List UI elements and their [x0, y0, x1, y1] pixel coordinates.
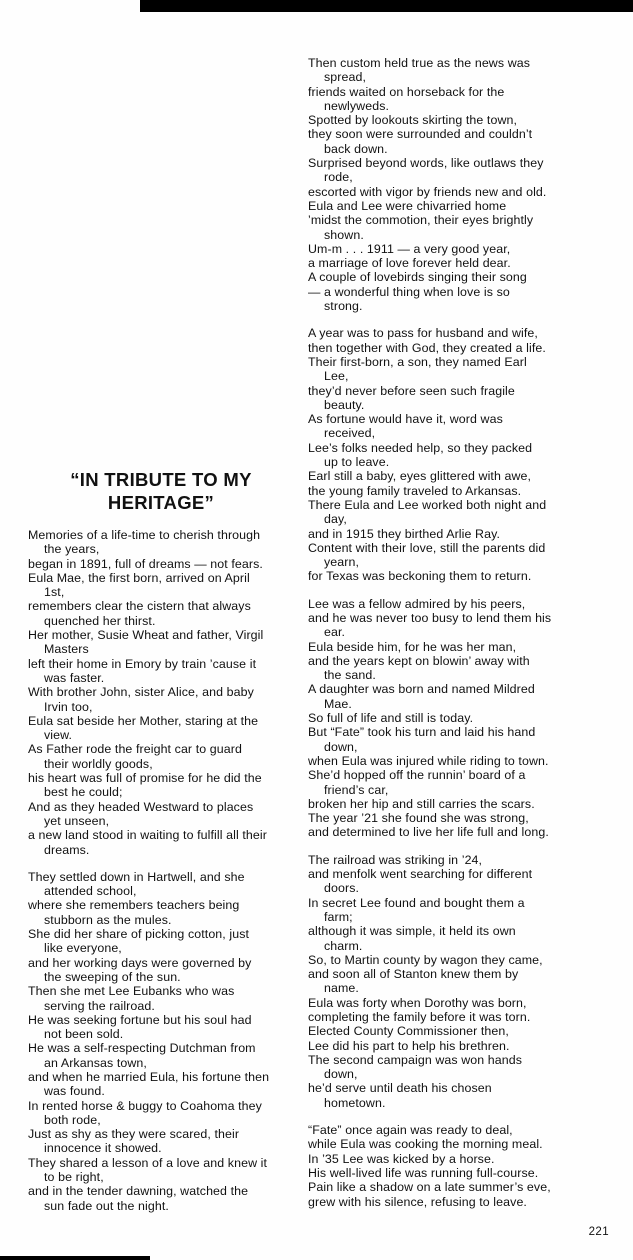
poem-line: The railroad was striking in ’24,: [308, 852, 483, 867]
poem-line: His well-lived life was running full-course.: [308, 1165, 539, 1180]
poem-line: strong.: [324, 299, 363, 314]
poem-line: Lee’s folks needed help, so they packed: [308, 440, 533, 455]
poem-line: was found.: [44, 1084, 105, 1099]
poem-line: With brother John, sister Alice, and baby: [28, 685, 254, 700]
poem-line: Lee did his part to help his brethren.: [308, 1038, 510, 1053]
poem-line: As fortune would have it, word was: [308, 412, 503, 427]
poem-line: Lee was a fellow admired by his peers,: [308, 596, 526, 611]
poem-line: “Fate” once again was ready to deal,: [308, 1123, 513, 1138]
poem-line: A year was to pass for husband and wife,: [308, 326, 538, 341]
poem-line: and menfolk went searching for different: [308, 867, 533, 882]
left-column-body: [28, 0, 294, 1213]
poem-line: down,: [324, 1067, 358, 1082]
poem-line: and her working days were governed by: [28, 955, 252, 970]
poem-line: Eula beside him, for he was her man,: [308, 639, 517, 654]
stanza: [28, 528, 294, 857]
poem-line: friend’s car,: [324, 782, 389, 797]
poem-line: In rented horse & buggy to Coahoma they: [28, 1098, 262, 1113]
poem-line: Eula Mae, the first born, arrived on April: [28, 570, 250, 585]
poem-line: But “Fate” took his turn and laid his hand: [308, 725, 536, 740]
poem-line: innocence it showed.: [44, 1141, 162, 1156]
poem-line: Content with their love, still the parents did: [308, 540, 546, 555]
poem-line: Eula sat beside her Mother, staring at the: [28, 713, 259, 728]
poem-line: and he was never too busy to lend them his: [308, 610, 552, 625]
poem-line: serving the railroad.: [44, 998, 155, 1013]
poem-line: both rode,: [44, 1112, 101, 1127]
poem-line: Um-m . . . 1911 — a very good year,: [308, 241, 511, 256]
poem-line: Pain like a shadow on a late summer’s eve,: [308, 1180, 551, 1195]
poem-line: Then she met Lee Eubanks who was: [28, 984, 235, 999]
poem-line: down,: [324, 739, 358, 754]
poem-line: began in 1891, full of dreams — not fears.: [28, 556, 263, 571]
poem-line: name.: [324, 981, 359, 996]
poem-line: the sand.: [324, 668, 376, 683]
poem-line: they’d never before seen such fragile: [308, 383, 515, 398]
poem-line: As Father rode the freight car to guard: [28, 742, 242, 757]
poem-line: a new land stood in waiting to fulfill all their: [28, 828, 267, 843]
poem-line: Memories of a life-time to cherish through: [28, 528, 261, 542]
poem-line: Earl still a baby, eyes glittered with awe,: [308, 469, 532, 484]
poem-line: an Arkansas town,: [44, 1055, 147, 1070]
poem-line: farm;: [324, 909, 353, 924]
stanza: [308, 56, 598, 313]
poem-line: 1st,: [44, 585, 65, 600]
poem-line: they soon were surrounded and couldn’t: [308, 127, 533, 142]
stanza: [308, 853, 598, 1110]
poem-line: when Eula was injured while riding to town.: [308, 753, 549, 768]
poem-line: In secret Lee found and bought them a: [308, 895, 525, 910]
poem-line: was faster.: [44, 670, 105, 685]
poem-line: Just as shy as they were scared, their: [28, 1127, 240, 1142]
poem-line: their worldly goods,: [44, 756, 153, 771]
poem-line: The year ’21 she found she was strong,: [308, 811, 529, 826]
right-column: [308, 0, 598, 1209]
poem-line: yet unseen,: [44, 813, 110, 828]
poem-line: the sweeping of the sun.: [44, 969, 181, 984]
poem-line: and in 1915 they birthed Arlie Ray.: [308, 526, 501, 541]
poem-line: stubborn as the mules.: [44, 912, 172, 927]
poem-line: Irvin too,: [44, 699, 93, 714]
poem-line: he’d serve until death his chosen: [308, 1081, 492, 1096]
poem-line: not been sold.: [44, 1027, 124, 1042]
poem-line: and soon all of Stanton knew them by: [308, 967, 519, 982]
poem-line: doors.: [324, 881, 360, 896]
poem-line: rode,: [324, 170, 353, 185]
poem-line: and determined to live her life full and long.: [308, 825, 549, 840]
poem-line: So, to Martin county by wagon they came,: [308, 952, 543, 967]
poem-line: Lee,: [324, 369, 349, 384]
poem-line: and the years kept on blowin’ away with: [308, 653, 530, 668]
page-number: 221: [588, 1226, 609, 1238]
poem-line: completing the family before it was torn.: [308, 1010, 531, 1024]
poem-line: best he could;: [44, 785, 123, 800]
poem-line: A couple of lovebirds singing their song: [308, 270, 527, 285]
poem-line: hometown.: [324, 1095, 386, 1110]
poem-line: charm.: [324, 938, 363, 953]
poem-line: The second campaign was won hands: [308, 1052, 523, 1067]
poem-line: She’d hopped off the runnin’ board of a: [308, 768, 526, 783]
stanza: [308, 1123, 598, 1209]
poem-line: up to leave.: [324, 455, 390, 470]
poem-line: spread,: [324, 70, 367, 85]
poem-line: They shared a lesson of a love and knew it: [28, 1155, 268, 1170]
poem-line: She did her share of picking cotton, just: [28, 927, 250, 942]
poem-line: They settled down in Hartwell, and she: [28, 869, 245, 884]
poem-line: escorted with vigor by friends new and old.: [308, 184, 547, 199]
poem-line: shown.: [324, 227, 364, 242]
poem-line: left their home in Emory by train ’cause it: [28, 656, 257, 671]
poem-line: received,: [324, 426, 376, 441]
stanza: [308, 326, 598, 583]
poem-line: view.: [44, 728, 73, 743]
poem-line: ’midst the commotion, their eyes brightly: [308, 213, 534, 228]
poem-line: In ’35 Lee was kicked by a horse.: [308, 1151, 495, 1166]
poem-line: to be right,: [44, 1170, 104, 1185]
poem-line: A daughter was born and named Mildred: [308, 682, 535, 697]
poem-line: newlyweds.: [324, 98, 390, 113]
poem-line: the young family traveled to Arkansas.: [308, 483, 522, 498]
poem-line: grew with his silence, refusing to leave.: [308, 1194, 527, 1209]
poem-line: ear.: [324, 625, 346, 640]
right-column-body: [308, 0, 598, 1209]
poem-line: yearn,: [324, 555, 360, 570]
poem-line: remembers clear the cistern that always: [28, 599, 251, 614]
poem-line: There Eula and Lee worked both night and: [308, 497, 547, 512]
poem-line: for Texas was beckoning them to return.: [308, 569, 532, 584]
poem-line: friends waited on horseback for the: [308, 84, 505, 99]
poem-line: although it was simple, it held its own: [308, 924, 516, 939]
poem-line: where she remembers teachers being: [28, 898, 240, 913]
poem-line: Eula and Lee were chivarried home: [308, 198, 507, 213]
poem-line: beauty.: [324, 397, 365, 412]
poem-line: And as they headed Westward to places: [28, 799, 254, 814]
page-title: “IN TRIBUTE TO MY HERITAGE”: [70, 469, 252, 513]
poem-line: Mae.: [324, 696, 352, 711]
poem-line: attended school,: [44, 884, 137, 899]
poem-line: Surprised beyond words, like outlaws they: [308, 156, 544, 171]
poem-line: dreams.: [44, 842, 90, 857]
poem-line: So full of life and still is today.: [308, 711, 474, 726]
poem-line: quenched her thirst.: [44, 613, 156, 628]
poem-line: He was seeking fortune but his soul had: [28, 1012, 252, 1027]
poem-line: Their first-born, a son, they named Earl: [308, 354, 527, 369]
poem-line: Her mother, Susie Wheat and father, Virgil: [28, 628, 264, 643]
poem-line: a marriage of love forever held dear.: [308, 256, 511, 271]
poem-line: then together with God, they created a life.: [308, 340, 546, 355]
poem-line: while Eula was cooking the morning meal.: [308, 1137, 543, 1152]
poem-line: He was a self-respecting Dutchman from: [28, 1041, 256, 1056]
poem-line: Elected County Commissioner then,: [308, 1024, 509, 1039]
poem-line: like everyone,: [44, 941, 122, 956]
scan-artifact-bottom-rule: [0, 1256, 150, 1260]
poem-line: Spotted by lookouts skirting the town,: [308, 113, 518, 128]
poem-line: Then custom held true as the news was: [308, 56, 531, 70]
poem-line: back down.: [324, 141, 388, 156]
stanza: [28, 870, 294, 1213]
stanza: [308, 597, 598, 840]
poem-line: Eula was forty when Dorothy was born,: [308, 995, 527, 1010]
poem-line: and when he married Eula, his fortune then: [28, 1069, 270, 1084]
poem-line: the years,: [44, 542, 100, 557]
poem-line: day,: [324, 512, 347, 527]
poem-line: Masters: [44, 642, 89, 657]
poem-line: his heart was full of promise for he did the: [28, 771, 262, 786]
poem-line: and in the tender dawning, watched the: [28, 1184, 249, 1199]
poem-line: — a wonderful thing when love is so: [308, 284, 510, 299]
left-column: [28, 0, 294, 1213]
poem-line: sun fade out the night.: [44, 1198, 169, 1213]
poem-line: broken her hip and still carries the scars.: [308, 796, 535, 811]
